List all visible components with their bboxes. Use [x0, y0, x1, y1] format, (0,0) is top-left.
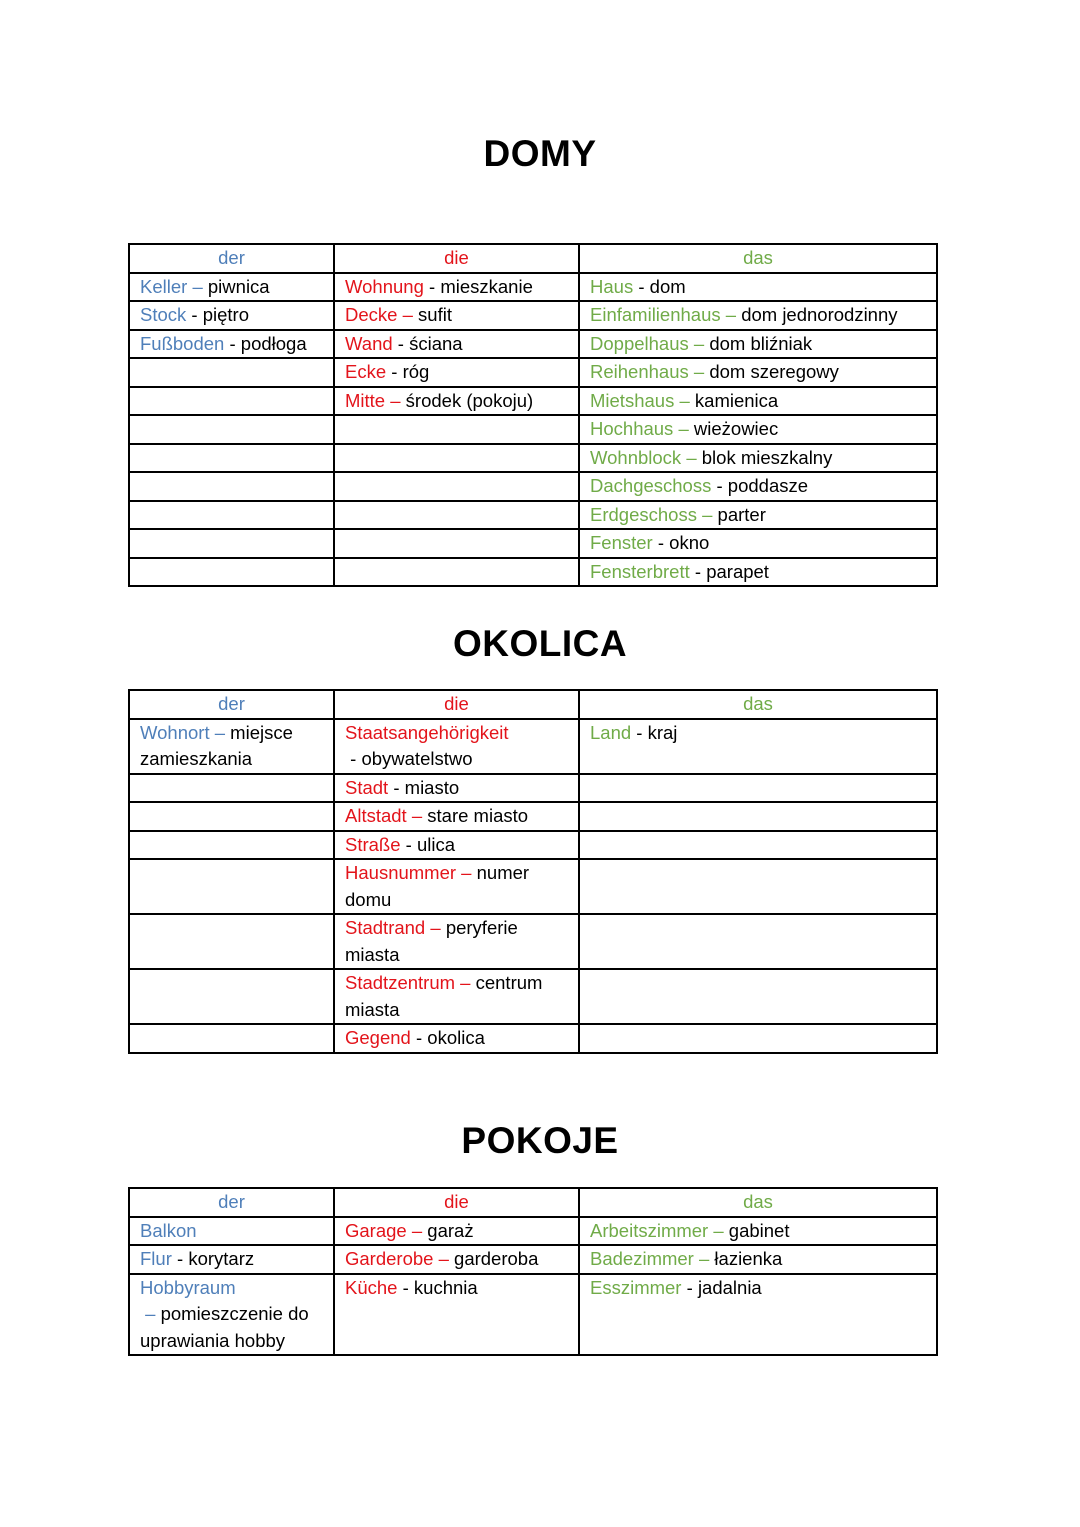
polish-translation: kuchnia [413, 1276, 478, 1298]
polish-translation: numer domu [345, 862, 530, 910]
cell-das [579, 529, 937, 558]
table-row [129, 969, 937, 1024]
german-word: Hausnummer [345, 862, 457, 883]
german-word: Garderobe [345, 1248, 434, 1269]
cell-der [129, 330, 334, 359]
cell-der [129, 444, 334, 473]
separator: - [681, 1276, 698, 1298]
cell-die [334, 719, 579, 774]
table-row [129, 387, 937, 416]
table-row [129, 1217, 937, 1246]
german-word: Esszimmer [590, 1276, 682, 1298]
separator: - [689, 560, 707, 582]
cell-die [334, 914, 579, 969]
table-row [129, 273, 937, 302]
german-word: Wand [345, 332, 393, 354]
german-word: Straße [345, 833, 401, 855]
cell-der [129, 415, 334, 444]
cell-die [334, 444, 579, 473]
polish-translation: ulica [416, 833, 456, 855]
separator: – [385, 389, 406, 411]
german-word: Fenster [590, 532, 653, 553]
table-row [129, 358, 937, 387]
cell-der [129, 831, 334, 860]
separator: – [140, 1303, 161, 1324]
polish-translation: peryferie miasta [345, 917, 518, 965]
cell-das [579, 558, 937, 587]
german-word: Hochhaus [590, 418, 674, 439]
cell-der [129, 358, 334, 387]
cell-das [579, 415, 937, 444]
separator: - [186, 304, 203, 325]
table-row [129, 415, 937, 444]
german-word: Küche [345, 1276, 398, 1298]
separator: – [209, 721, 231, 743]
polish-translation: gabinet [728, 1219, 790, 1241]
separator: - [633, 275, 650, 297]
separator: – [696, 503, 718, 525]
german-word: Wohnung [345, 275, 424, 297]
cell-der [129, 273, 334, 302]
header-der: der [129, 1188, 334, 1217]
cell-der [129, 301, 334, 330]
header-row [129, 244, 937, 273]
table-row [129, 444, 937, 473]
separator: – [673, 418, 694, 439]
polish-translation: dom jednorodzinny [741, 304, 898, 325]
okolica-table [128, 689, 938, 1054]
polish-translation: dom bliźniak [709, 332, 813, 354]
polish-translation: okno [669, 532, 710, 553]
cell-das [579, 802, 937, 831]
cell-das [579, 472, 937, 501]
cell-die [334, 301, 579, 330]
table-row [129, 1274, 937, 1356]
cell-das [579, 301, 937, 330]
separator: – [688, 361, 710, 382]
header-der: der [129, 244, 334, 273]
separator: - [224, 332, 241, 354]
cell-die [334, 859, 579, 914]
german-word: Doppelhaus [590, 332, 689, 354]
cell-das [579, 831, 937, 860]
cell-die [334, 1245, 579, 1274]
polish-translation: podłoga [240, 332, 307, 354]
german-word: Ecke [345, 361, 387, 382]
cell-der [129, 558, 334, 587]
polish-translation: garderoba [454, 1248, 539, 1269]
polish-translation: wieżowiec [693, 418, 779, 439]
separator: – [456, 862, 477, 883]
separator: - [386, 361, 403, 382]
cell-das [579, 1245, 937, 1274]
german-word: Dachgeschoss [590, 475, 712, 496]
german-word: Erdgeschoss [590, 503, 697, 525]
header-row [129, 690, 937, 719]
separator: - [397, 1276, 414, 1298]
cell-die [334, 529, 579, 558]
separator: – [688, 332, 710, 354]
header-die: die [334, 244, 579, 273]
polish-translation: blok mieszkalny [701, 446, 833, 468]
cell-das [579, 1274, 937, 1356]
cell-das [579, 719, 937, 774]
cell-das [579, 273, 937, 302]
separator: - [711, 475, 728, 496]
separator: - [652, 532, 670, 553]
cell-die [334, 330, 579, 359]
pokoje-table [128, 1187, 938, 1356]
cell-der [129, 969, 334, 1024]
cell-das [579, 914, 937, 969]
german-word: Stock [140, 304, 187, 325]
separator: - [400, 833, 417, 855]
cell-die [334, 774, 579, 803]
table-row [129, 301, 937, 330]
polish-translation: środek (pokoju) [405, 389, 534, 411]
cell-die [334, 969, 579, 1024]
cell-der [129, 1245, 334, 1274]
header-das: das [579, 690, 937, 719]
german-word: Wohnblock [590, 446, 682, 468]
cell-die [334, 558, 579, 587]
cell-das [579, 1024, 937, 1053]
cell-das [579, 969, 937, 1024]
polish-translation: centrum miasta [345, 972, 543, 1020]
separator: – [681, 446, 702, 468]
cell-die [334, 501, 579, 530]
cell-die [334, 273, 579, 302]
table-row [129, 529, 937, 558]
german-word: Decke [345, 304, 398, 325]
cell-das [579, 387, 937, 416]
cell-die [334, 1274, 579, 1356]
cell-das [579, 501, 937, 530]
cell-die [334, 1217, 579, 1246]
domy-table [128, 243, 938, 587]
cell-das [579, 444, 937, 473]
separator: – [425, 917, 446, 938]
cell-das [579, 1217, 937, 1246]
separator: – [455, 972, 476, 993]
cell-die [334, 802, 579, 831]
cell-der [129, 1274, 334, 1356]
polish-translation: okolica [427, 1027, 485, 1048]
cell-das [579, 358, 937, 387]
cell-der [129, 529, 334, 558]
cell-der [129, 472, 334, 501]
german-word: Wohnort [140, 721, 210, 743]
separator: – [674, 389, 695, 411]
section-title-pokoje: POKOJE [461, 1120, 619, 1161]
polish-translation: parapet [706, 560, 769, 582]
polish-translation: kraj [647, 721, 678, 743]
polish-translation: dom [649, 275, 686, 297]
separator: – [708, 1219, 729, 1241]
polish-translation: sufit [418, 304, 452, 325]
polish-translation: ściana [409, 332, 463, 354]
cell-das [579, 330, 937, 359]
german-word: Land [590, 721, 632, 743]
cell-die [334, 1024, 579, 1053]
german-word: Einfamilienhaus [590, 304, 721, 325]
polish-translation: mieszkanie [440, 275, 533, 297]
cell-der [129, 1024, 334, 1053]
german-word: Arbeitszimmer [590, 1219, 709, 1241]
header-der: der [129, 690, 334, 719]
cell-das [579, 774, 937, 803]
polish-translation: stare miasto [427, 805, 529, 826]
german-word: Stadtzentrum [345, 972, 456, 993]
table-row [129, 774, 937, 803]
separator: - [423, 275, 441, 297]
separator: - [171, 1248, 189, 1269]
separator: - [388, 776, 405, 798]
separator: – [397, 304, 419, 325]
table-row [129, 914, 937, 969]
cell-der [129, 1217, 334, 1246]
polish-translation: obywatelstwo [361, 748, 473, 769]
header-row [129, 1188, 937, 1217]
table-row [129, 1024, 937, 1053]
cell-die [334, 831, 579, 860]
cell-der [129, 501, 334, 530]
german-word: Fußboden [140, 332, 225, 354]
german-word: Garage [345, 1219, 407, 1241]
german-word: Badezimmer [590, 1248, 694, 1269]
german-word: Altstadt [345, 805, 407, 826]
table-row [129, 831, 937, 860]
german-word: Flur [140, 1248, 172, 1269]
cell-der [129, 859, 334, 914]
german-word: Fensterbrett [590, 560, 690, 582]
polish-translation: łazienka [714, 1248, 783, 1269]
section-title-okolica: OKOLICA [452, 623, 628, 664]
separator: - [410, 1027, 428, 1048]
header-das: das [579, 1188, 937, 1217]
separator: – [187, 275, 208, 297]
cell-die [334, 358, 579, 387]
cell-der [129, 802, 334, 831]
polish-translation: jadalnia [697, 1276, 762, 1298]
header-die: die [334, 690, 579, 719]
german-word: Gegend [345, 1027, 411, 1048]
polish-translation: dom szeregowy [709, 361, 839, 382]
polish-translation: miasto [404, 776, 460, 798]
polish-translation: pomieszczenie do uprawiania hobby [140, 1303, 309, 1351]
separator: - [631, 721, 648, 743]
cell-die [334, 472, 579, 501]
table-row [129, 859, 937, 914]
polish-translation: miejsce zamieszkania [140, 721, 293, 769]
polish-translation: garaż [427, 1219, 474, 1241]
separator: – [693, 1248, 715, 1269]
separator: - [392, 332, 410, 354]
header-die: die [334, 1188, 579, 1217]
german-word: Reihenhaus [590, 361, 689, 382]
cell-der [129, 387, 334, 416]
separator: – [406, 805, 428, 826]
german-word: Mitte [345, 389, 386, 411]
table-row [129, 501, 937, 530]
german-word: Stadtrand [345, 917, 426, 938]
cell-der [129, 774, 334, 803]
cell-die [334, 415, 579, 444]
table-row [129, 719, 937, 774]
polish-translation: poddasze [727, 475, 809, 496]
german-word: Staatsangehörigkeit [345, 721, 509, 743]
polish-translation: korytarz [188, 1248, 255, 1269]
separator: – [433, 1248, 455, 1269]
german-word: Haus [590, 275, 634, 297]
german-word: Keller [140, 275, 188, 297]
german-word: Mietshaus [590, 389, 675, 411]
table-row [129, 1245, 937, 1274]
cell-der [129, 719, 334, 774]
table-row [129, 558, 937, 587]
separator: – [406, 1219, 428, 1241]
polish-translation: parter [717, 503, 766, 525]
cell-die [334, 387, 579, 416]
polish-translation: piwnica [207, 275, 270, 297]
separator: - [345, 748, 362, 769]
section-title-domy: DOMY [483, 133, 597, 174]
polish-translation: kamienica [694, 389, 779, 411]
german-word: Stadt [345, 776, 389, 798]
header-das: das [579, 244, 937, 273]
separator: – [720, 304, 742, 325]
polish-translation: róg [402, 361, 430, 382]
german-word: Balkon [140, 1219, 197, 1241]
polish-translation: piętro [202, 304, 250, 325]
table-row [129, 802, 937, 831]
cell-das [579, 859, 937, 914]
table-row [129, 472, 937, 501]
cell-der [129, 914, 334, 969]
table-row [129, 330, 937, 359]
german-word: Hobbyraum [140, 1276, 236, 1298]
